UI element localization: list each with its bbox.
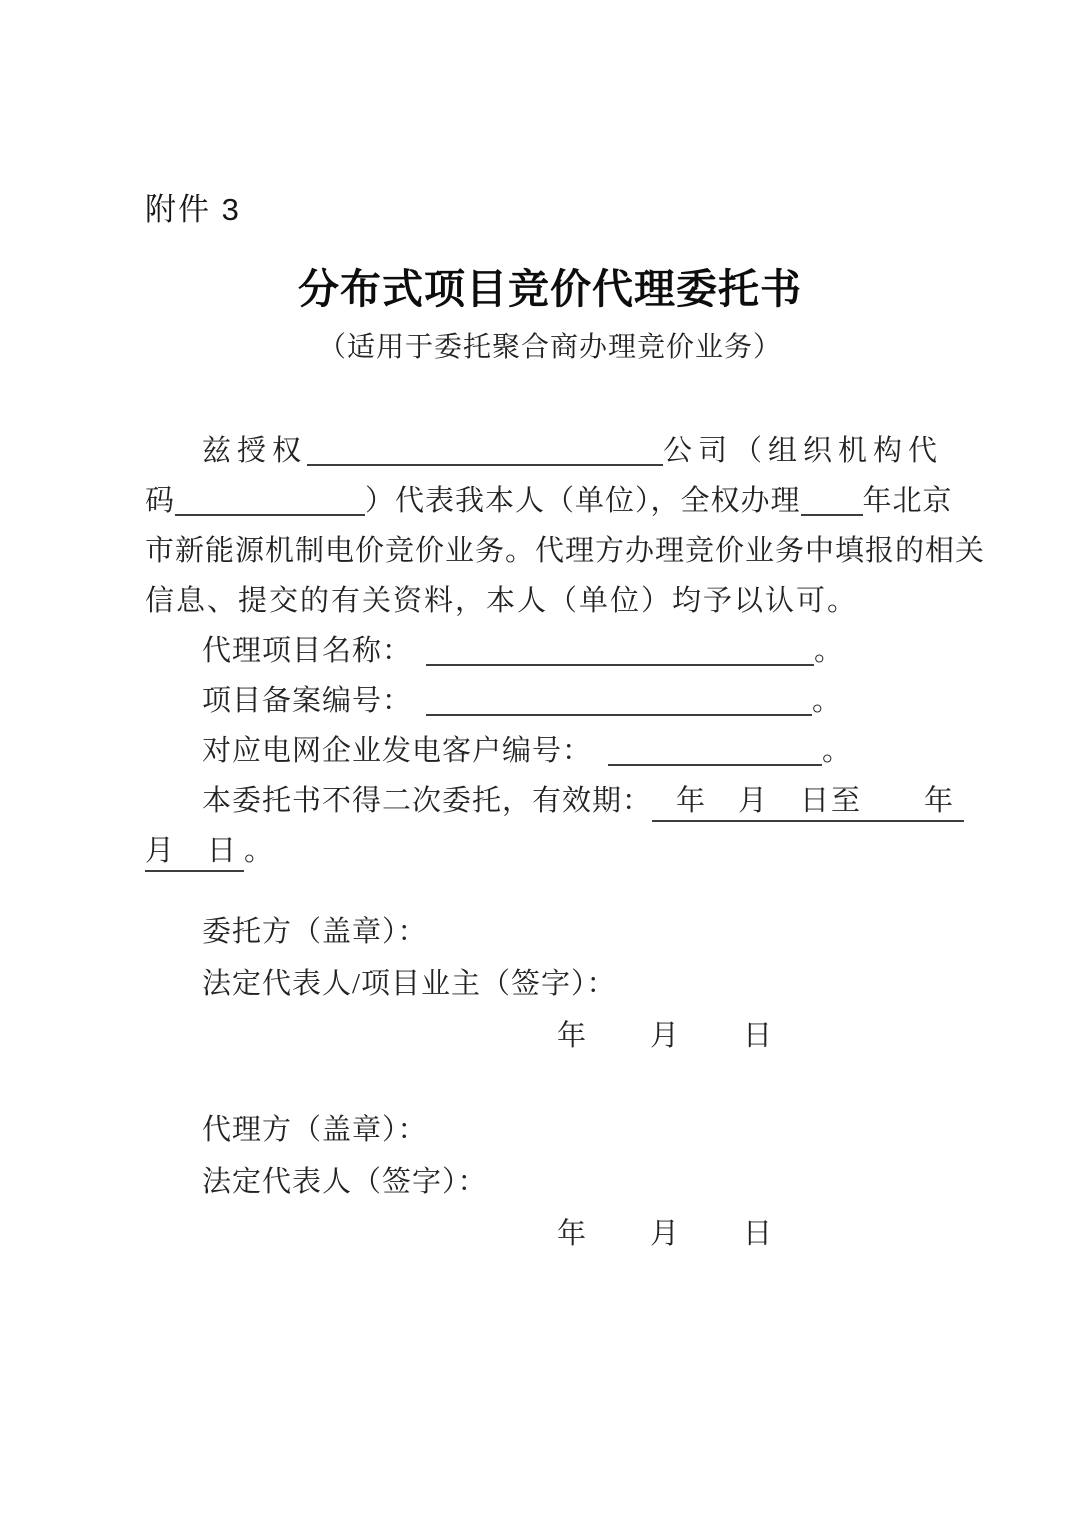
agent-date-line: 年 月 日: [557, 1218, 775, 1250]
project-name-label: 代理项目名称：: [202, 635, 413, 667]
authorize-suffix-text: 公司（组织机构代: [663, 435, 944, 467]
authorize-prefix-text: 兹授权: [202, 435, 308, 467]
validity-period: 。: [244, 835, 275, 867]
principal-signature-block: [145, 906, 955, 1062]
org-code-suffix-text: 年北京: [862, 485, 953, 517]
document-title: 分布式项目竞价代理委托书: [298, 266, 802, 312]
company-name-blank: [307, 454, 663, 466]
validity-start-end-blank: 年 月 日至 年: [652, 780, 964, 822]
agent-signer-label: 法定代表人（签字）：: [202, 1166, 488, 1198]
grid-customer-period: 。: [822, 735, 853, 767]
agent-signature-block: [145, 1104, 955, 1260]
project-name-blank: [426, 654, 814, 666]
record-number-period: 。: [812, 685, 843, 717]
project-name-period: 。: [814, 635, 845, 667]
validity-line: [145, 776, 955, 826]
grid-customer-label: 对应电网企业发电客户编号：: [202, 735, 593, 767]
grid-customer-line: [145, 726, 955, 776]
agent-seal-label: 代理方（盖章）：: [202, 1114, 428, 1146]
body-line-authorize: [145, 426, 955, 476]
org-code-mid-text: ）代表我本人（单位），全权办理: [365, 485, 801, 517]
body-line-confirm: 信息、提交的有关资料，本人（单位）均予以认可。: [145, 585, 859, 617]
record-number-label: 项目备案编号：: [202, 685, 413, 717]
grid-customer-number-blank: [608, 754, 822, 766]
principal-signer-label: 法定代表人/项目业主（签字）：: [202, 968, 617, 1000]
body-line-business: 市新能源机制电价竞价业务。代理方办理竞价业务中填报的相关: [145, 535, 986, 567]
validity-end-blank: 月 日: [145, 830, 244, 872]
record-number-blank: [426, 704, 812, 716]
project-name-line: [145, 626, 955, 676]
principal-seal-label: 委托方（盖章）：: [202, 916, 428, 948]
org-code-prefix-text: 码: [145, 485, 176, 517]
document-subtitle: （适用于委托聚合商办理竞价业务）: [317, 332, 782, 363]
year-blank: [801, 504, 863, 516]
record-number-line: [145, 676, 955, 726]
principal-date-line: 年 月 日: [557, 1020, 775, 1052]
body-line-org-code: [145, 476, 955, 526]
validity-line-continued: [145, 826, 955, 876]
authorization-paragraph: [145, 426, 986, 876]
attachment-label: 附件 3: [145, 192, 241, 227]
org-code-blank: [175, 504, 365, 516]
validity-label: 本委托书不得二次委托，有效期：: [202, 785, 653, 817]
